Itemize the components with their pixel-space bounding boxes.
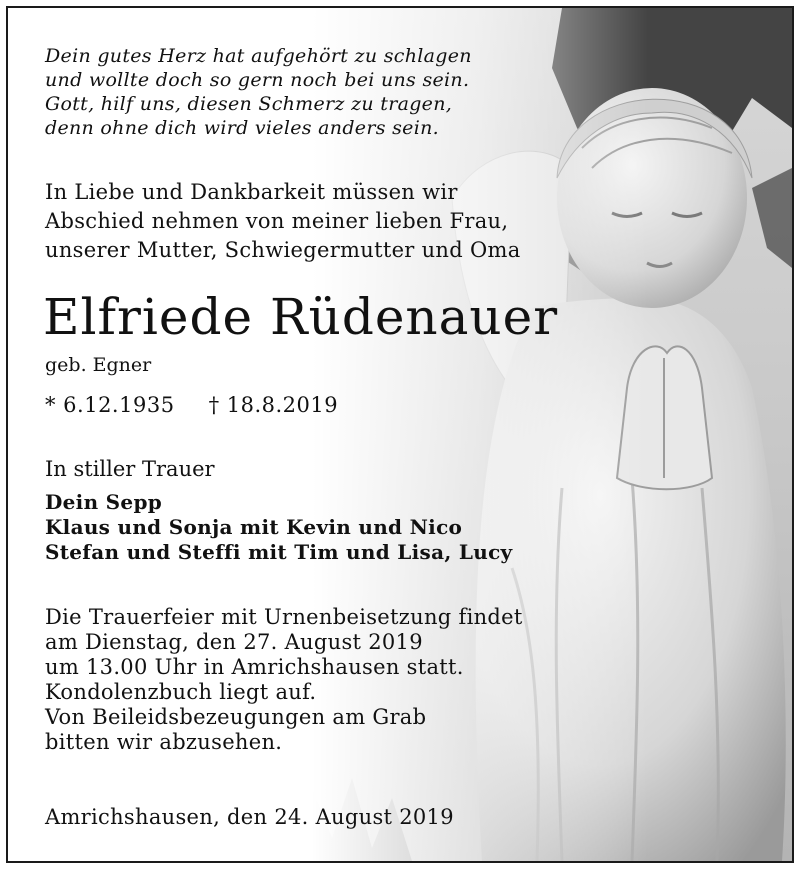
memorial-poem xyxy=(45,44,472,140)
mourner-line: Dein Sepp xyxy=(45,490,163,514)
intro-line: In Liebe und Dankbarkeit müssen wir xyxy=(45,180,458,204)
life-dates xyxy=(45,392,338,418)
deceased-name: Elfriede Rüdenauer xyxy=(43,288,559,346)
place-and-date: Amrichshausen, den 24. August 2019 xyxy=(45,805,454,829)
info-line: bitten wir abzusehen. xyxy=(45,730,283,754)
funeral-info xyxy=(45,605,523,755)
info-line: Die Trauerfeier mit Urnenbeisetzung findet xyxy=(45,605,523,629)
poem-line: Dein gutes Herz hat aufgehört zu schlagen xyxy=(45,45,472,67)
intro-line: unserer Mutter, Schwiegermutter und Oma xyxy=(45,238,521,262)
info-line: am Dienstag, den 27. August 2019 xyxy=(45,630,423,654)
death-date: † 18.8.2019 xyxy=(208,393,339,417)
mourner-line: Klaus und Sonja mit Kevin und Nico xyxy=(45,515,463,539)
intro-line: Abschied nehmen von meiner lieben Frau, xyxy=(45,209,509,233)
poem-line: und wollte doch so gern noch bei uns sein. xyxy=(45,69,470,91)
mourners-list xyxy=(45,490,512,565)
poem-line: denn ohne dich wird vieles anders sein. xyxy=(45,117,439,139)
poem-line: Gott, hilf uns, diesen Schmerz zu tragen, xyxy=(45,93,453,115)
farewell-intro xyxy=(45,178,521,265)
birth-name: geb. Egner xyxy=(45,354,152,376)
info-line: Kondolenzbuch liegt auf. xyxy=(45,680,317,704)
birth-date: * 6.12.1935 xyxy=(45,393,175,417)
info-line: Von Beileidsbezeugungen am Grab xyxy=(45,705,427,729)
info-line: um 13.00 Uhr in Amrichshausen statt. xyxy=(45,655,464,679)
mourner-line: Stefan und Steffi mit Tim und Lisa, Lucy xyxy=(45,540,513,564)
mourning-label: In stiller Trauer xyxy=(45,457,215,481)
obituary-notice xyxy=(6,6,794,863)
